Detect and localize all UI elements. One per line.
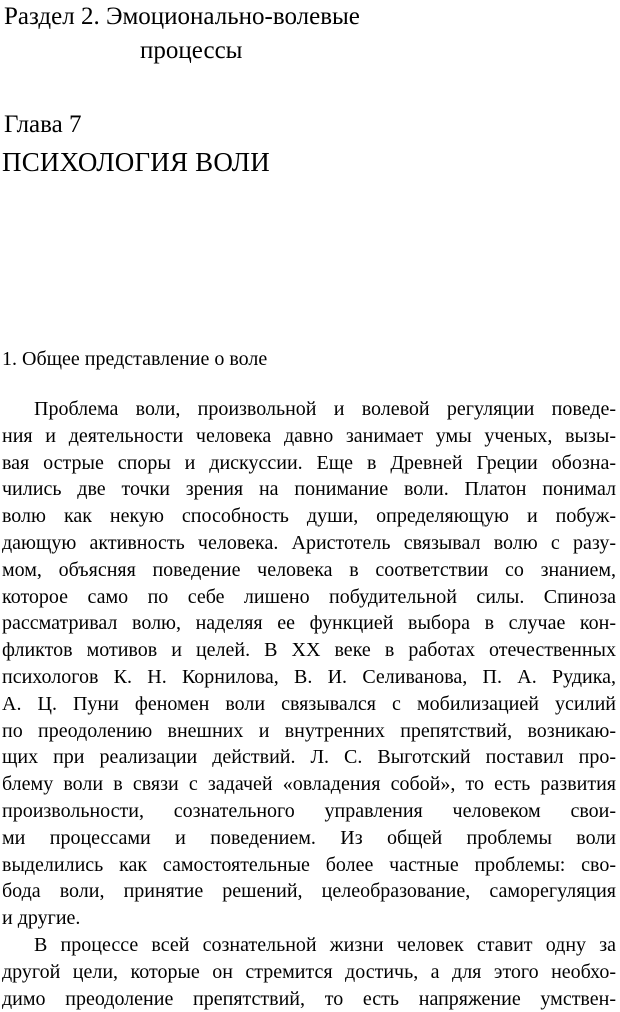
body-line: бода воли, принятие решений, целеобразование, саморегуляция	[2, 880, 616, 903]
body-line: дающую активность человека. Аристотель связывал волю с разу-	[2, 531, 616, 554]
body-line: другой цели, которые он стремится достичь, а для этого необхо-	[2, 960, 616, 983]
section-title-continuation: процессы	[140, 37, 243, 64]
body-line: А. Ц. Пуни феномен воли связывался с мобилизацией усилий	[2, 692, 616, 715]
section-title: Раздел 2. Эмоционально-волевые	[4, 3, 360, 30]
body-line: В процессе всей сознательной жизни человек ставит одну за	[34, 933, 616, 956]
body-line: мом, объясняя поведение человека в соответствии со знанием,	[2, 558, 616, 581]
body-line: выделились как самостоятельные более частные проблемы: сво-	[2, 853, 616, 876]
body-line: и другие.	[2, 907, 81, 930]
body-line: психологов К. Н. Корнилова, В. И. Селиванова, П. А. Рудика,	[2, 665, 616, 688]
body-text	[2, 396, 616, 1012]
body-line: Проблема воли, произвольной и волевой регуляции поведе-	[34, 398, 616, 420]
subsection-heading: 1. Общее представление о воле	[2, 348, 268, 370]
body-line: фликтов мотивов и целей. В XX веке в работах отечественных	[2, 639, 616, 662]
chapter-title: ПСИХОЛОГИЯ ВОЛИ	[2, 147, 270, 177]
body-line: по преодолению внешних и внутренних препятствий, возникаю-	[2, 719, 616, 742]
body-line: димо преодоление препятствий, то есть напряжение умствен-	[2, 987, 616, 1010]
body-line: рассматривал волю, наделяя ее функцией выбора в случае кон-	[2, 612, 616, 635]
body-line: произвольности, сознательного управления человеком свои-	[2, 799, 616, 822]
chapter-label: Глава 7	[4, 111, 82, 138]
body-line: вая острые споры и дискуссии. Еще в Древней Греции обозна-	[2, 451, 616, 474]
body-line: ми процессами и поведением. Из общей проблемы воли	[2, 826, 616, 849]
body-line: ния и деятельности человека давно занимает умы ученых, вызы-	[2, 424, 616, 447]
body-line: волю как некую способность души, определяющую и побуж-	[2, 505, 616, 528]
body-line: чились две точки зрения на понимание воли. Платон понимал	[2, 478, 616, 501]
body-line: которое само по себе лишено побудительной силы. Спиноза	[2, 585, 616, 608]
body-line: щих при реализации действий. Л. С. Выготский поставил про-	[2, 746, 616, 769]
body-line: блему воли в связи с задачей «овладения собой», то есть развития	[2, 773, 616, 796]
